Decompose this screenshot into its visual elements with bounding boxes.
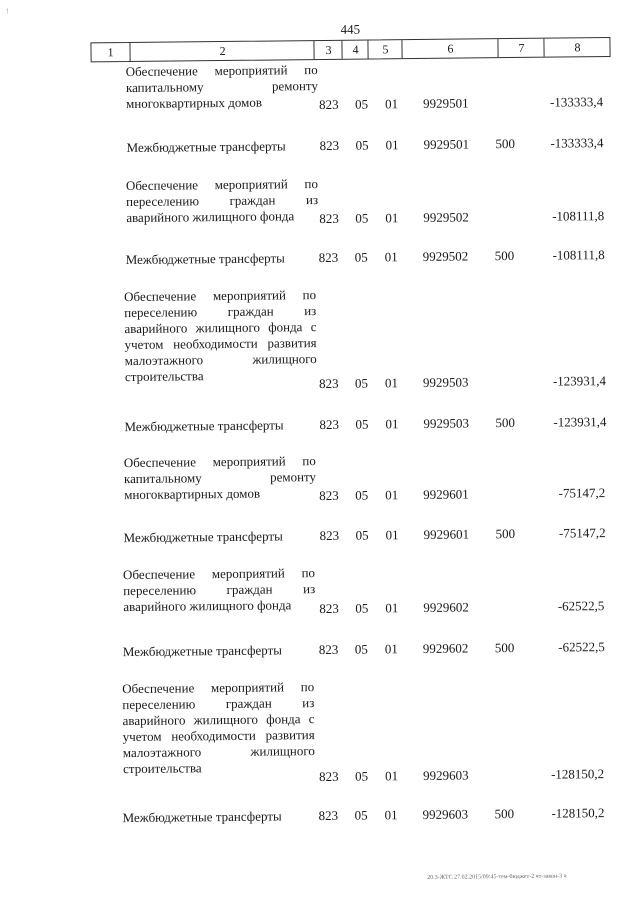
header-col-5: 5 [367, 40, 402, 58]
row-grbs: 823 [319, 137, 340, 154]
row-rz: 05 [355, 416, 369, 432]
table-row [1, 135, 640, 156]
row-grbs: 823 [319, 527, 340, 544]
row-description: Межбюджетные трансферты [124, 417, 284, 435]
row-rz: 05 [354, 375, 369, 391]
row-pr: 01 [384, 375, 399, 391]
table-row [2, 173, 640, 227]
row-csr: 9929602 [423, 599, 469, 615]
row-amount: -108111,8 [552, 247, 605, 263]
row-amount: -62522,5 [557, 598, 605, 614]
header-col-2: 2 [129, 41, 314, 61]
header-col-3: 3 [313, 41, 342, 59]
header-col-7: 7 [497, 39, 544, 57]
header-col-1: 1 [107, 45, 114, 60]
row-description: Обеспечение мероприятий по переселению граждан из аварийного жилищного фонда [122, 565, 316, 615]
row-vr: 500 [494, 640, 515, 656]
table-row [6, 562, 640, 617]
row-description: Обеспечение мероприятий по переселению граждан из аварийного жилищного фонда [125, 176, 319, 226]
footer-stamp: 20.3-ЖТС 27.02.2015/09:45-тем-бюджет-2 чт-закон-3 ч [427, 873, 567, 881]
row-grbs: 823 [318, 375, 339, 392]
header-col-6: 6 [401, 39, 498, 58]
row-grbs: 823 [318, 641, 339, 658]
table-row [3, 247, 640, 268]
row-amount: -123931,4 [553, 414, 607, 430]
header-col-8: 8 [543, 38, 610, 57]
row-amount: -75147,2 [558, 485, 606, 501]
row-grbs: 823 [319, 768, 339, 785]
row-description: Межбюджетные трансферты [125, 250, 285, 268]
row-amount: -133333,4 [550, 135, 604, 151]
table-row [6, 525, 640, 546]
page-number: 445 [340, 21, 361, 37]
row-pr: 01 [385, 527, 399, 543]
row-csr: 9929603 [423, 767, 469, 783]
row-grbs: 823 [318, 249, 339, 266]
row-rz: 05 [355, 600, 369, 616]
row-rz: 05 [355, 210, 369, 226]
row-csr: 9929501 [423, 95, 469, 111]
table-row [7, 639, 640, 660]
row-csr: 9929601 [423, 486, 469, 502]
row-grbs: 823 [318, 807, 339, 824]
row-csr: 9929503 [422, 374, 469, 390]
row-csr: 9929502 [422, 248, 469, 264]
row-description: Обеспечение мероприятий по переселению граждан из аварийного жилищного фонда с учетом необходимости развития малоэтажного жилищного строительства [122, 679, 315, 777]
row-vr: 500 [494, 247, 515, 264]
row-pr: 01 [385, 210, 399, 226]
row-amount: -128150,2 [550, 766, 605, 782]
row-csr: 9929602 [422, 640, 469, 656]
table-row [5, 450, 640, 504]
row-description: Межбюджетные трансферты [126, 138, 286, 156]
row-grbs: 823 [319, 487, 339, 504]
row-rz: 05 [355, 527, 369, 543]
row-vr: 500 [495, 414, 516, 431]
row-grbs: 823 [319, 96, 339, 113]
row-grbs: 823 [319, 210, 339, 227]
row-pr: 01 [385, 137, 399, 153]
row-vr: 500 [495, 525, 516, 542]
row-vr: 500 [494, 806, 515, 822]
table-row [3, 284, 640, 392]
row-grbs: 823 [319, 600, 339, 617]
row-description: Обеспечение мероприятий по капитальному ремонту многоквартирных домов [123, 453, 317, 503]
row-pr: 01 [384, 641, 398, 657]
row-amount: -75147,2 [558, 525, 606, 541]
row-description: Обеспечение мероприятий по переселению граждан из аварийного жилищного фонда с учетом необходимости развития малоэтажного жилищного строительства [124, 287, 317, 385]
row-rz: 05 [354, 249, 368, 265]
table-header [90, 37, 610, 62]
table-row [4, 414, 640, 435]
row-description: Межбюджетные трансферты [122, 642, 283, 660]
row-csr: 9929603 [422, 806, 469, 822]
row-pr: 01 [384, 249, 398, 265]
row-vr: 500 [495, 135, 516, 152]
row-amount: -133333,4 [549, 94, 604, 110]
row-csr: 9929601 [423, 526, 470, 542]
row-amount: -108111,8 [552, 208, 605, 224]
row-rz: 05 [355, 487, 369, 503]
row-csr: 9929503 [423, 415, 470, 431]
header-col-4: 4 [341, 40, 368, 58]
row-pr: 01 [385, 487, 399, 503]
row-pr: 01 [385, 600, 399, 616]
row-pr: 01 [385, 96, 399, 112]
row-grbs: 823 [319, 416, 340, 433]
row-pr: 01 [385, 768, 399, 784]
table-row [7, 676, 640, 785]
row-amount: -123931,4 [552, 373, 607, 389]
row-description: Межбюджетные трансферты [123, 528, 283, 546]
row-csr: 9929502 [423, 209, 469, 225]
row-rz: 05 [355, 137, 369, 153]
row-rz: 05 [355, 96, 369, 112]
row-rz: 05 [355, 768, 369, 784]
row-pr: 01 [384, 807, 398, 823]
row-rz: 05 [354, 641, 368, 657]
row-amount: -62522,5 [558, 639, 605, 655]
row-rz: 05 [354, 807, 368, 823]
row-amount: -128150,2 [551, 805, 605, 821]
corner-mark: ! [6, 7, 9, 16]
row-description: Межбюджетные трансферты [122, 808, 282, 826]
table-row [8, 805, 640, 826]
row-description: Обеспечение мероприятий по капитальному ремонту многоквартирных домов [125, 62, 318, 112]
row-pr: 01 [385, 416, 399, 432]
row-csr: 9929501 [423, 136, 470, 152]
